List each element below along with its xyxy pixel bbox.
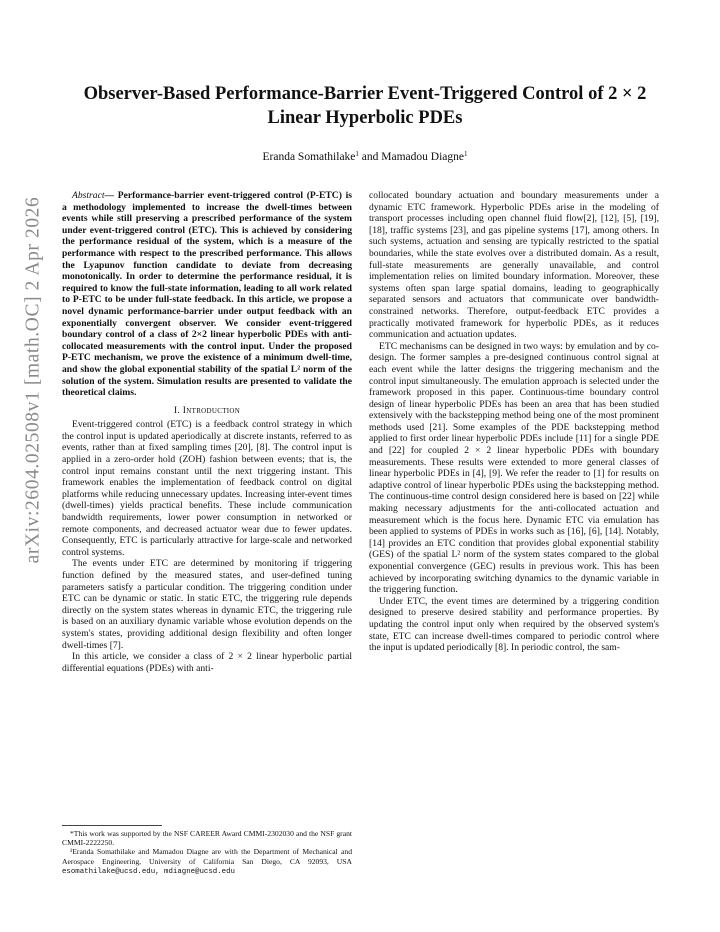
affiliation-mark: 1 — [355, 150, 359, 158]
left-column — [62, 190, 352, 674]
email-separator: , — [155, 867, 165, 876]
affiliation-mark: 1 — [464, 150, 468, 158]
body-paragraph: Under ETC, the event times are determined by a triggering condition designed to preserve desired stability and performance properties. By updating the control input only when required by the observed system's state, ETC can increase dwell-times compared to periodic control where the input is updated periodically [8]. In periodic control, the sam- — [369, 595, 659, 654]
body-paragraph: In this article, we consider a class of 2 × 2 linear hyperbolic partial differential equations (PDEs) with anti- — [62, 651, 352, 674]
body-paragraph: collocated boundary actuation and boundary measurements under a dynamic ETC framework. Hyperbolic PDEs arise in the modeling of transport processes including open channel fluid flow[2], [12], [5], [19], [18], traffic systems [23], and gas pipeline systems [17], among others. In such systems, actuation and sensing are typically restricted to the spatial boundaries, while the state evolves over a distributed domain. As a result, full-state measurements are generally unavailable, and control implementation relies on limited boundary information. Moreover, these systems often span large spatial domains, leading to geographically separated sensors and actuators that communicate over bandwidth-constrained networks. Therefore, output-feedback ETC provides a practically motivated framework for hyperbolic PDEs, as it reduces communication and actuation updates. — [369, 190, 659, 341]
body-paragraph: The events under ETC are determined by monitoring if triggering function defined by the measured states, and user-defined tuning parameters satisfy a particular condition. The triggering condition under ETC can be dynamic or static. In static ETC, the triggering rule depends directly on the system states whereas in dynamic ETC, the triggering rule is based on an auxiliary dynamic variable whose evolution depends on the system's states, providing additional design flexibility and often longer dwell-times [7]. — [62, 558, 352, 651]
affiliation-footnote — [62, 847, 352, 877]
right-column — [369, 190, 659, 654]
email-link[interactable]: esomathilake@ucsd.edu — [62, 867, 156, 876]
arxiv-identifier — [16, 100, 50, 660]
section-heading — [62, 405, 352, 417]
affiliation-text: ¹Eranda Somathilake and Mamadou Diagne are with the Department of Mechanical and Aerospace Engineering, University of California San Diego, CA 92093, USA — [62, 847, 352, 866]
paper-title: Observer-Based Performance-Barrier Event-Triggered Control of 2 × 2 Linear Hyperbolic PDEs — [83, 84, 647, 128]
abstract — [62, 190, 352, 399]
email-link[interactable]: mdiagne@ucsd.edu — [164, 867, 235, 876]
author-name: Mamadou Diagne — [381, 151, 464, 163]
section-number: I. — [173, 404, 183, 416]
footnotes — [62, 825, 352, 877]
section-title: Introduction — [182, 404, 241, 416]
body-paragraph: ETC mechanisms can be designed in two ways: by emulation and by co-design. The former samples a pre-designed continuous control signal at each event while the latter designs the triggering mechanism and the control input simultaneously. The emulation approach is selected under the framework proposed in this paper. Continuous-time boundary control design of linear hyperbolic PDEs has been an area that has been studied extensively with the backstepping method being one of the most prominent methods used [21]. Some examples of the PDE backstepping method applied to first order linear hyperbolic PDEs include [11] for a single PDE and [22] for coupled 2 × 2 linear hyperbolic PDEs with boundary measurements. These results were extended to more general classes of linear hyperbolic PDEs in [4], [9]. We refer the reader to [1] for results on adaptive control of linear hyperbolic PDEs using the backstepping method. The continuous-time control design considered here is based on [22] while making necessary adjustments for the anti-collocated actuation and measurement which is the focus here. Dynamic ETC via emulation has been applied to systems of PDEs in works such as [16], [6], [14]. Notably, [14] provides an ETC condition that provides global exponential stability (GES) of the spatial L² norm of the system states compared to the global exponential convergence (GEC) results in previous work. This has been achieved by incorporating switching dynamics to the dynamic variable in the triggering function. — [369, 340, 659, 596]
author-line — [60, 150, 670, 164]
abstract-text: — Performance-barrier event-triggered control (P-ETC) is a methodology implemented to increase the dwell-times between events while still preserving a prescribed performance of the system under event-triggered control (ETC). This is achieved by considering the performance residual of the system, which is a measure of the performance with respect to the prescribed performance. This allows the Lyapunov function candidate to deviate from decreasing monotonically. In order to determine the performance residual, it is required to know the full-state information, leading to all work related to P-ETC to be under full-state feedback. In this article, we propose a novel dynamic performance-barrier under output feedback with an exponentially convergent observer. We consider event-triggered boundary control of a class of 2×2 linear hyperbolic PDEs with anti-collocated measurements with the control input. Under the proposed P-ETC mechanism, we prove the existence of a minimum dwell-time, and show the global exponential stability of the spatial L² norm of the solution of the system. Simulation results are presented to validate the theoretical claims. — [62, 190, 352, 399]
author-name: Eranda Somathilake — [262, 151, 356, 163]
body-paragraph: Event-triggered control (ETC) is a feedback control strategy in which the control input is updated aperiodically at discrete instants, referred to as events, rather than at fixed sampling times [20], [8]. The control input is applied in a zero-order hold (ZOH) fashion between events; that is, the control input remains constant until the next triggering instant. This framework enables the implementation of feedback control on digital platforms while reducing unnecessary updates. Increasing inter-event times (dwell-times) yields practical benefits. These include communication bandwidth requirements, lower power consumption in networked or remote components, and decreased actuator wear due to fewer updates. Consequently, ETC is particularly attractive for large-scale and networked control systems. — [62, 419, 352, 558]
arxiv-id-text[interactable]: arXiv:2604.02508v1 [math.OC] 2 Apr 2026 — [22, 196, 44, 564]
abstract-label: Abstract — [72, 190, 105, 201]
footnote-rule — [62, 825, 162, 826]
funding-footnote: *This work was supported by the NSF CAREER Award CMMI-2302030 and the NSF grant CMMI-2222250. — [62, 829, 352, 848]
author-conjunction: and — [358, 151, 382, 163]
